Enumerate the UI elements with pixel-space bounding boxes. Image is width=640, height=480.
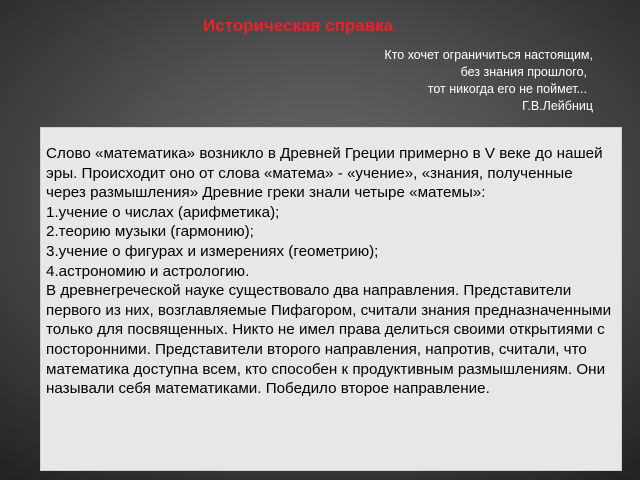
epigraph-line: Кто хочет ограничиться настоящим, xyxy=(384,48,593,62)
list-item: 3.учение о фигурах и измерениях (геометрию); xyxy=(46,242,379,260)
slide-title: Историческая справка xyxy=(203,16,394,35)
list-item: 1.учение о числах (арифметика); xyxy=(46,203,280,221)
text-box xyxy=(40,127,622,471)
list-item: 2.теорию музыки (гармонию); xyxy=(46,223,254,241)
epigraph-line: без знания прошлого, xyxy=(460,65,587,79)
conclusion-paragraph: В древнегреческой науке существовало два направления. Представители первого из них, возглавляемые Пифагором, считали знания предназначенными только для посвященных. Никто не имел права делиться своими открытиями с посторонними. Представители второго направления, напротив, считали, что математика доступна всем, кто способен к продуктивным размышлениям. Они называли себя математиками. Победило второе направление. xyxy=(46,282,612,398)
epigraph-line: тот никогда его не поймет... xyxy=(427,82,587,96)
epigraph xyxy=(293,47,593,115)
intro-paragraph: Слово «математика» возникло в Древней Греции примерно в V веке до нашей эры. Происходит оно от слова «матема» - «учение», «знания, полученные через размышления» Древние греки знали четыре «матемы»: xyxy=(46,145,603,202)
epigraph-author: Г.В.Лейбниц xyxy=(522,99,593,113)
list-item: 4.астрономию и астрологию. xyxy=(46,262,250,280)
